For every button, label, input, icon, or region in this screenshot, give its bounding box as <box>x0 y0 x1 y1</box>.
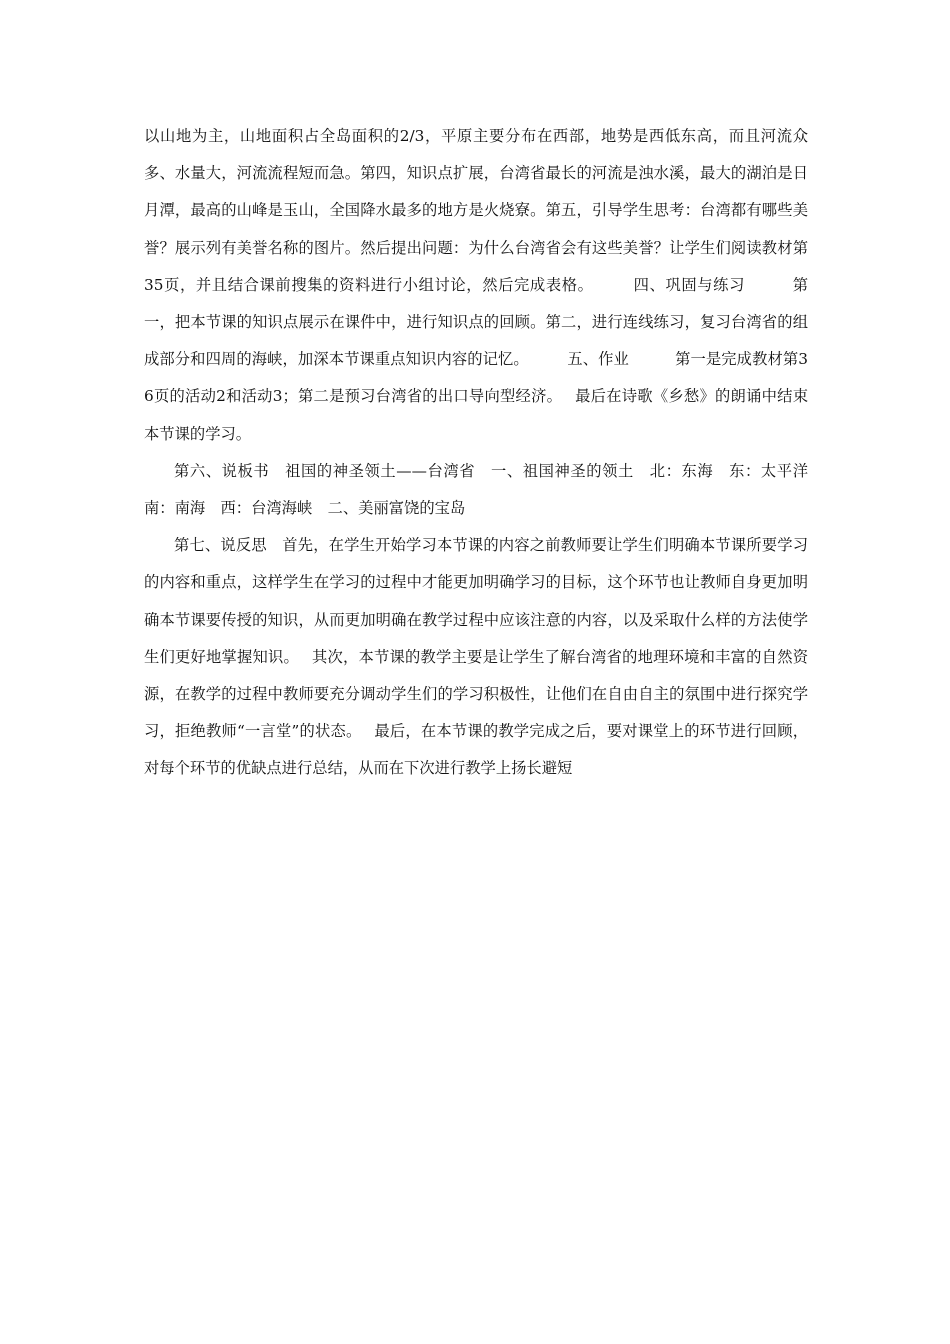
paragraph-board-writing: 第六、说板书 祖国的神圣领土——台湾省 一、祖国神圣的领土 北：东海 东：太平洋 南：南海 西：台湾海峡 二、美丽富饶的宝岛 <box>144 461 824 518</box>
paragraph-lesson-process: 以山地为主，山地面积占全岛面积的2/3，平原主要分布在西部，地势是西低东高，而且河流众多、水量大，河流流程短而急。第四，知识点扩展，台湾省最长的河流是浊水溪，最大的湖泊是日月潭，最高的山峰是玉山，全国降水最多的地方是火烧寮。第五，引导学生思考：台湾都有哪些美誉？展示列有美誉名称的图片。然后提出问题：为什么台湾省会有这些美誉？让学生们阅读教材第35页，并且结合课前搜集的资料进行小组讨论，然后完成表格。 四、巩固与练习 第一，把本节课的知识点展示在课件中，进行知识点的回顾。第二，进行连线练习，复习台湾省的组成部分和四周的海峡，加深本节课重点知识内容的记忆。 五、作业 第一是完成教材第36页的活动2和活动3；第二是预习台湾省的出口导向型经济。 最后在诗歌《乡愁》的朗诵中结束本节课的学习。 <box>144 127 808 443</box>
document-body <box>144 118 824 788</box>
paragraph-reflection: 第七、说反思 首先，在学生开始学习本节课的内容之前教师要让学生们明确本节课所要学习的内容和重点，这样学生在学习的过程中才能更加明确学习的目标，这个环节也让教师自身更加明确本节课要传授的知识，从而更加明确在教学过程中应该注意的内容，以及采取什么样的方法使学生们更好地掌握知识。 其次，本节课的教学主要是让学生了解台湾省的地理环境和丰富的自然资源，在教学的过程中教师要充分调动学生们的学习积极性，让他们在自由自主的氛围中进行探究学习，拒绝教师“一言堂”的状态。 最后，在本节课的教学完成之后，要对课堂上的环节进行回顾，对每个环节的优缺点进行总结，从而在下次进行教学上扬长避短 <box>144 536 808 778</box>
